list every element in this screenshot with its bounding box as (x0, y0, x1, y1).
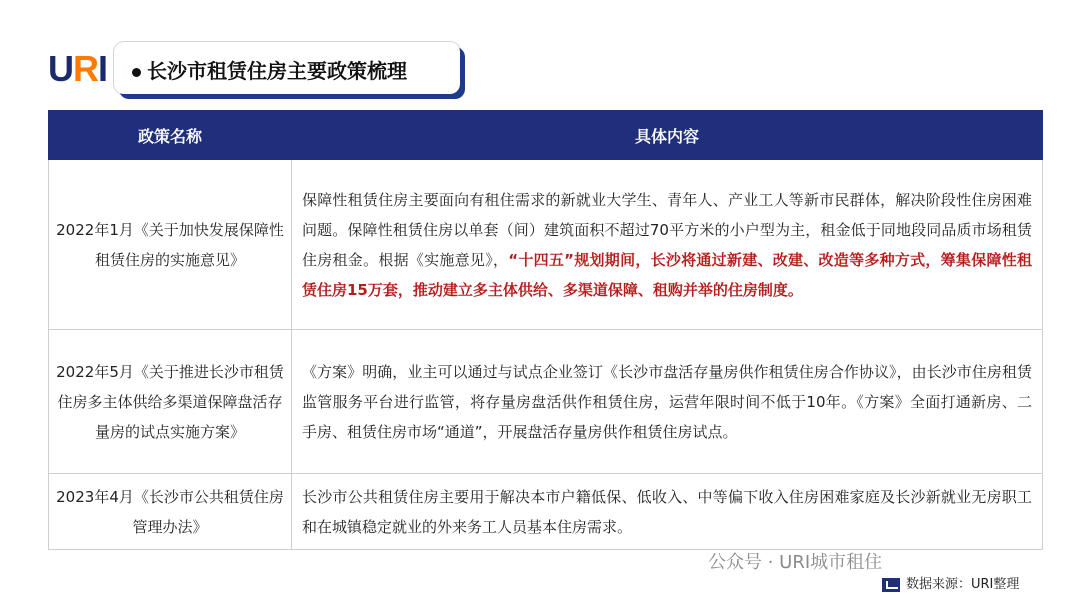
table-row (49, 330, 1043, 474)
policy-name-cell: 2023年4月《长沙市公共租赁住房管理办法》 (49, 474, 292, 550)
table-row (49, 474, 1043, 550)
content-text: 保障性租赁住房主要面向有租住需求的新就业大学生、青年人、产业工人等新市民群体，解决阶段性住房困难问题。保障性租赁住房以单套（间）建筑面积不超过70平方米的小户型为主，租金低于同地段同品质市场租赁住房租金。根据《实施意见》， (302, 190, 1032, 269)
policy-content-cell: 长沙市公共租赁住房主要用于解决本市户籍低保、低收入、中等偏下收入住房困难家庭及长沙新就业无房职工和在城镇稳定就业的外来务工人员基本住房需求。 (292, 474, 1043, 550)
uri-logo: URI (48, 48, 108, 89)
header-content: 具体内容 (292, 111, 1043, 160)
data-source: 数据来源：URI整理 (882, 573, 1019, 592)
policy-content-cell: 《方案》明确，业主可以通过与试点企业签订《长沙市盘活存量房供作租赁住房合作协议》，由长沙市住房租赁监管服务平台进行监管，将存量房盘活供作租赁住房，运营年限时间不低于10年。《方案》全面打通新房、二手房、租赁住房市场“通道”，开展盘活存量房供作租赁住房试点。 (292, 330, 1043, 474)
table-row (49, 160, 1043, 330)
policy-content-cell (292, 160, 1043, 330)
policy-name-cell: 2022年5月《关于推进长沙市租赁住房多主体供给多渠道保障盘活存量房的试点实施方案》 (49, 330, 292, 474)
policy-name-cell: 2022年1月《关于加快发展保障性租赁住房的实施意见》 (49, 160, 292, 330)
table-header-row (49, 111, 1043, 160)
bullet-icon (132, 68, 141, 77)
title-box (114, 42, 460, 94)
policy-table (48, 110, 1043, 550)
content-highlight: “十四五”规划期间，长沙将通过新建、改建、改造等多种方式，筹集保障性租赁住房15万套，推动建立多主体供给、多渠道保障、租购并举的住房制度。 (302, 250, 1032, 299)
chart-icon (882, 578, 900, 592)
page-title: 长沙市租赁住房主要政策梳理 (132, 55, 407, 84)
header-policy-name: 政策名称 (49, 111, 292, 160)
wechat-watermark: 公众号 · URI城市租住 (708, 552, 883, 573)
